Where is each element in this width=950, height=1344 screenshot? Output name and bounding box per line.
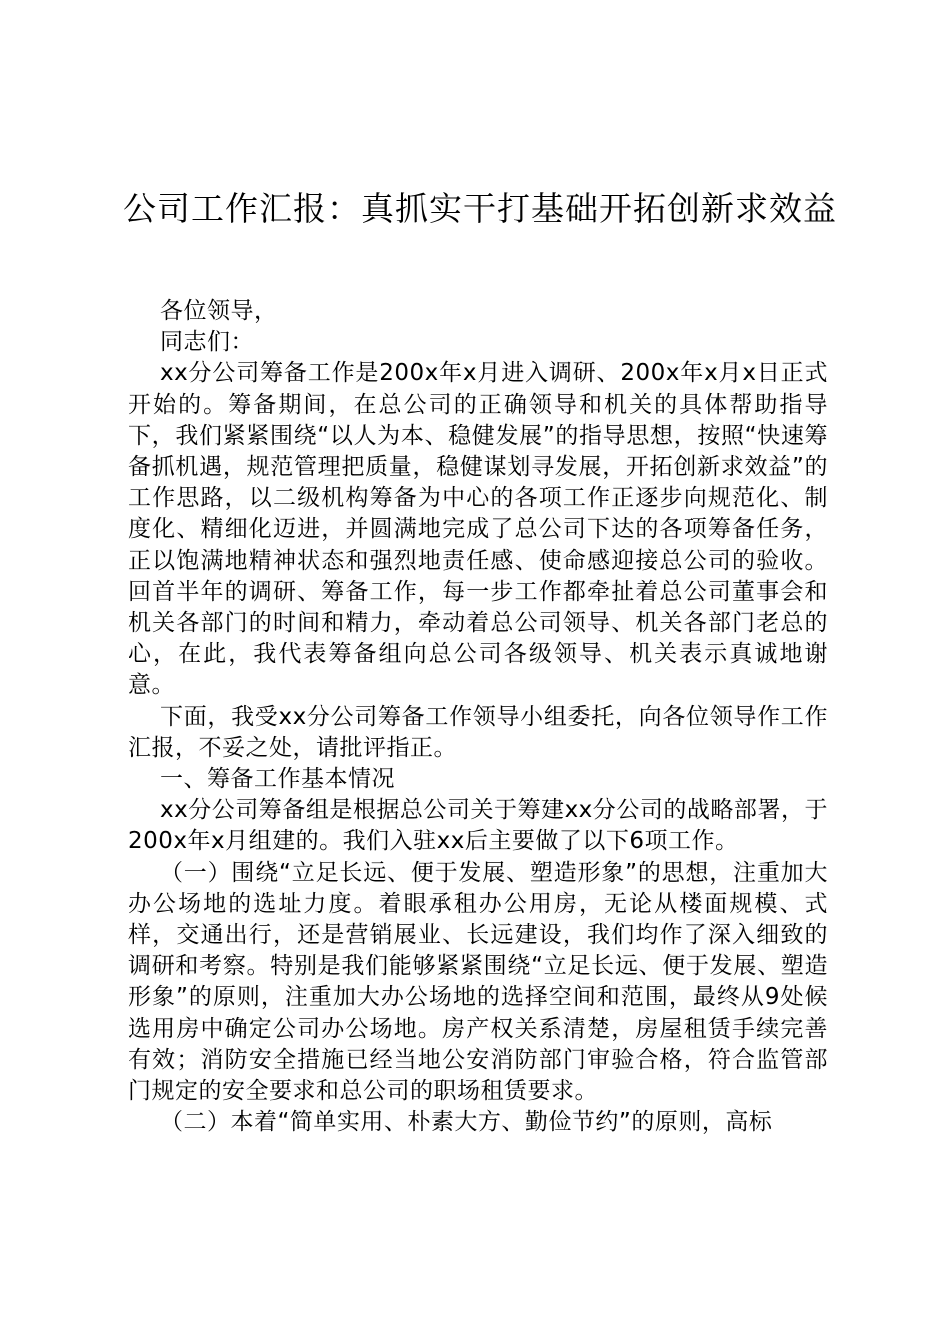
document-body <box>128 296 828 1138</box>
section-heading-1: 一、筹备工作基本情况 <box>160 766 395 793</box>
document-title: 公司工作汇报：真抓实干打基础开拓创新求效益 <box>123 189 837 228</box>
paragraph-report-purpose: 下面，我受xx分公司筹备工作领导小组委托，向各位领导作工作汇报，不妥之处，请批评指正。 <box>128 703 828 761</box>
paragraph-item-2: （二）本着“简单实用、朴素大方、勤俭节约”的原则，高标 <box>160 1109 773 1136</box>
paragraph-item-1: （一）围绕“立足长远、便于发展、塑造形象”的思想，注重加大办公场地的选址力度。着眼承租办公用房，无论从楼面规模、式样，交通出行，还是营销展业、长远建设，我们均作了深入细致的调研和考察。特别是我们能够紧紧围绕“立足长远、便于发展、塑造形象”的原则，注重加大办公场地的选择空间和范围，最终从9处候选用房中确定公司办公场地。房产权关系清楚，房屋租赁手续完善有效；消防安全措施已经当地公安消防部门审验合格，符合监管部门规定的安全要求和总公司的职场租赁要求。 <box>128 859 828 1105</box>
paragraph-intro: xx分公司筹备工作是200x年x月进入调研、200x年x月x日正式开始的。筹备期间，在总公司的正确领导和机关的具体帮助指导下，我们紧紧围绕“以人为本、稳健发展”的指导思想，按照“快速筹备抓机遇，规范管理把质量，稳健谋划寻发展，开拓创新求效益”的工作思路，以二级机构筹备为中心的各项工作正逐步向规范化、制度化、精细化迈进，并圆满地完成了总公司下达的各项筹备任务，正以饱满地精神状态和强烈地责任感、使命感迎接总公司的验收。回首半年的调研、筹备工作，每一步工作都牵扯着总公司董事会和机关各部门的时间和精力，牵动着总公司领导、机关各部门老总的心，在此，我代表筹备组向总公司各级领导、机关表示真诚地谢意。 <box>128 360 828 699</box>
paragraph-section-1-intro: xx分公司筹备组是根据总公司关于筹建xx分公司的战略部署，于200x年x月组建的。我们入驻xx后主要做了以下6项工作。 <box>128 797 828 855</box>
salutation-leaders: 各位领导， <box>160 298 278 324</box>
salutation-comrades: 同志们： <box>160 329 254 356</box>
